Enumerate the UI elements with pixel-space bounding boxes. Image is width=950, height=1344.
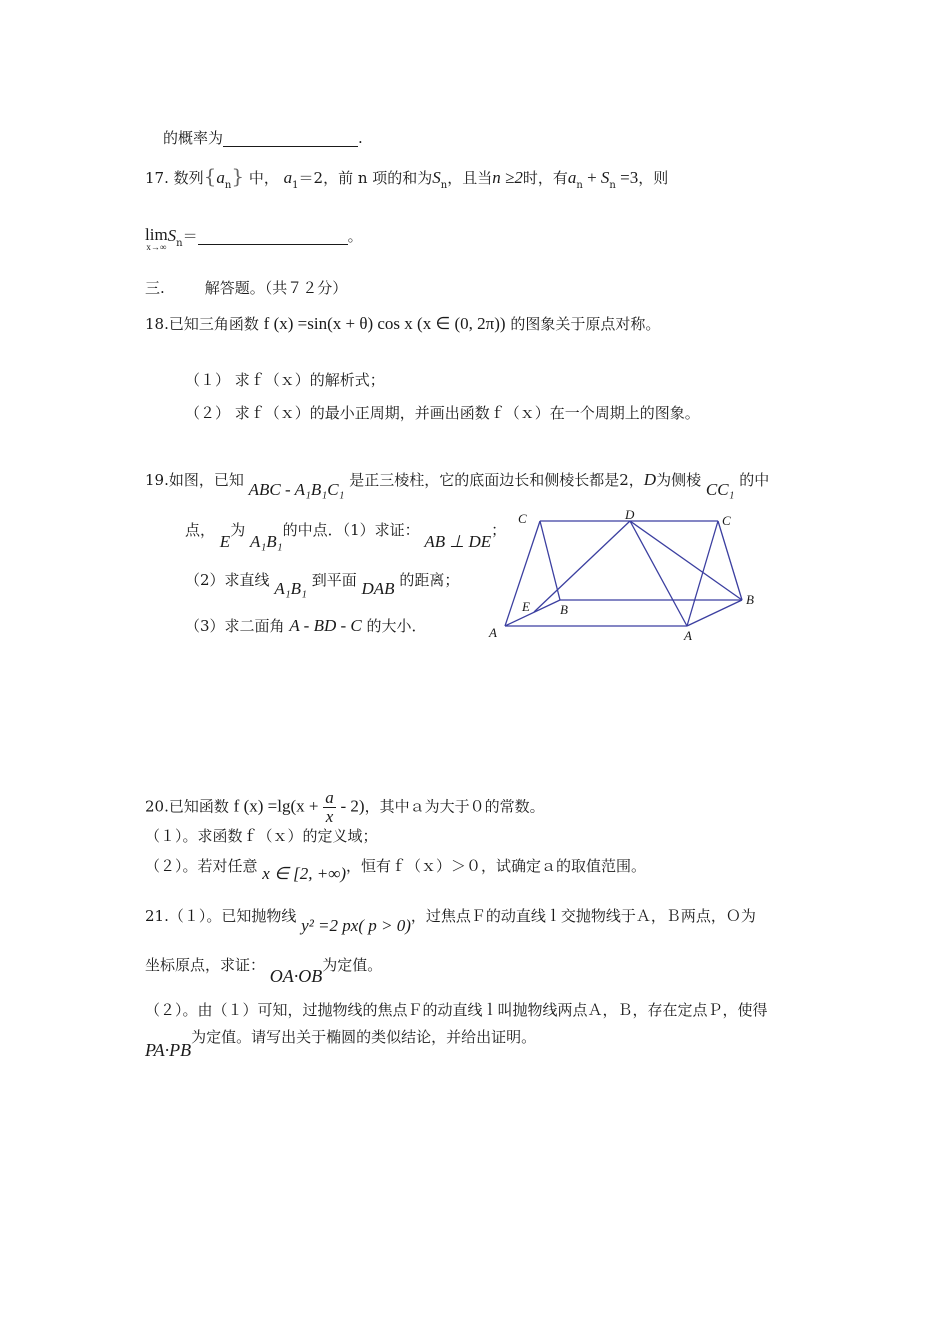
q17-end: 。 [347, 227, 363, 245]
q18-part1: （１） 求ｆ（ｘ）的解析式； [185, 371, 385, 389]
q19-text: 是正三棱柱，它的底面边长和侧棱长都是2， [349, 471, 644, 489]
parabola-equation: y² =2 px( p > 0) [301, 916, 411, 935]
q20-part2 [145, 856, 647, 883]
q19-text: 为侧棱 [656, 471, 702, 489]
plane-DAB: DAB [361, 579, 395, 598]
a1-sub: 1 [292, 180, 299, 191]
q20-interval: x ∈ [2, +∞) [262, 864, 347, 883]
q19-text: 的中 [739, 471, 770, 489]
q19-text: 到平面 [311, 571, 357, 589]
numerator: a [325, 788, 334, 807]
q19-text: 的大小． [366, 617, 427, 635]
q19-text: 的距离； [399, 571, 460, 589]
q17-text: 数列 [173, 169, 204, 187]
q19-text: ； [491, 521, 507, 539]
section-number: 三. [145, 279, 165, 297]
q16-text: 的概率为 [163, 129, 224, 147]
S-symbol: S [432, 168, 441, 187]
q17-text: ，且当 [447, 169, 493, 187]
lim-sub: x→∞ [146, 242, 167, 252]
seq-symbol: a [216, 168, 225, 187]
condition: n ≥2 [492, 168, 523, 187]
q19-number: 19. [145, 471, 169, 489]
q19-text: 点， [185, 521, 216, 539]
q18-formula: f (x) =sin(x + θ) cos x (x ∈ (0, 2π)) [263, 314, 506, 333]
eq-value: =3 [615, 168, 639, 187]
q17-number: 17. [145, 169, 169, 187]
S-sub: n [440, 180, 448, 191]
prism-figure [480, 505, 770, 650]
q20-function: f (x) =lg(x + [233, 796, 319, 816]
q16-tail [163, 128, 363, 148]
dot-product-PA-PB: PA·PB [145, 1040, 192, 1060]
q20-text: ，恒有ｆ（ｘ）＞０，试确定ａ的取值范围。 [346, 857, 647, 875]
q20-text: ，其中ａ为大于０的常数。 [364, 797, 545, 816]
q20-function-tail: - 2) [340, 796, 365, 816]
eq-plus: + [582, 168, 601, 187]
lim-S: S [167, 226, 177, 245]
q21-line1 [145, 906, 756, 935]
q18-text: 的图象关于原点对称。 [510, 315, 661, 333]
label-A-mid: A [684, 628, 692, 643]
perp-statement: AB ⊥ DE [424, 532, 492, 551]
q18-line1 [145, 314, 660, 334]
segment-A1B1: A₁B₁ [274, 579, 307, 598]
q17-text: ，前 n 项的和为 [323, 169, 433, 187]
edge-CC1: CC₁ [705, 480, 735, 499]
q19-text: （3）求二面角 [185, 617, 285, 635]
q21-text: 坐标原点，求证： [145, 956, 266, 974]
answer-blank [198, 230, 348, 245]
q19-text: 如图，已知 [168, 471, 244, 489]
q19-part2 [185, 570, 460, 598]
q21-text: ，过焦点Ｆ的动直线ｌ交抛物线于Ａ，Ｂ两点，Ｏ为 [410, 907, 756, 925]
lim-eq: ＝ [182, 227, 198, 245]
q19-part3 [185, 616, 427, 636]
q19-text: 为 [230, 521, 246, 539]
dot-product-OA-OB: OA·OB [269, 966, 323, 986]
point-E: E [219, 532, 231, 551]
q20-text: 已知函数 [168, 797, 229, 816]
eq-a: a [567, 168, 577, 187]
q19-line1 [145, 470, 770, 499]
q17-text: 时，有 [522, 169, 568, 187]
label-C-right: C [722, 513, 731, 528]
figure-edges [505, 521, 742, 626]
label-E: E [522, 599, 530, 614]
q20-text: （２）。若对任意 [145, 857, 258, 875]
dihedral-angle: A - BD - C [289, 616, 362, 635]
label-B-right: B [746, 592, 754, 607]
q18-text: 已知三角函数 [168, 315, 259, 333]
label-C-left: C [518, 511, 527, 526]
label-B-inner: B [560, 602, 568, 617]
q19-text: （2）求直线 [185, 571, 270, 589]
q17-text: 中， [248, 169, 279, 187]
a1-value: ＝2 [298, 169, 324, 187]
q21-text: （１）。已知抛物线 [168, 907, 297, 925]
answer-blank [223, 132, 358, 147]
q19-text: 的中点．（1）求证： [282, 521, 420, 539]
label-D: D [625, 507, 635, 522]
seq-sub: n [224, 180, 232, 191]
section-title: 解答题。（共７２分） [204, 279, 348, 297]
eq-S: S [600, 168, 610, 187]
eq-S-sub: n [609, 180, 616, 191]
q21-line2 [145, 954, 383, 986]
q20-number: 20. [145, 797, 169, 816]
q17-line2 [145, 226, 363, 254]
lim-word: lim [145, 225, 168, 244]
section-heading [145, 278, 347, 298]
q17-line1: 17. 数列$\{a_n\}$ 中， $a_1=2$，前 n 项的和为$S_n$，且当n ≥2时，有$a_n + S_n =3$，则 [145, 164, 669, 191]
q20-line1 [145, 789, 545, 826]
q20-part1: （１）。求函数ｆ（ｘ）的定义域； [145, 827, 378, 845]
segment-A1B1: A₁B₁ [249, 532, 283, 551]
label-A-left: A [489, 625, 497, 640]
lim-S-sub: n [176, 238, 183, 249]
limit [145, 226, 168, 252]
q21-part2: （２）。由（１）可知，过抛物线的焦点Ｆ的动直线ｌ叫抛物线两点Ａ，Ｂ，存在定点Ｐ，使得 [145, 1001, 768, 1019]
a1-symbol: a [283, 168, 293, 187]
fraction [323, 789, 336, 826]
q21-part2-line2 [145, 1026, 537, 1060]
q21-number: 21. [145, 907, 169, 925]
denominator: x [325, 807, 334, 826]
q18-part2: （２） 求ｆ（ｘ）的最小正周期，并画出函数ｆ（ｘ）在一个周期上的图象。 [185, 404, 700, 422]
q19-line2 [185, 520, 507, 551]
q21-text: 为定值。请写出关于椭圆的类似结论，并给出证明。 [191, 1028, 537, 1046]
q21-text: 为定值。 [322, 956, 383, 974]
q17-text: ，则 [638, 169, 669, 187]
eq-a-sub: n [576, 180, 583, 191]
point-D: D [643, 470, 657, 489]
q18-number: 18. [145, 315, 169, 333]
q16-end: . [358, 129, 363, 147]
prism-symbol: ABC - A₁B₁C₁ [248, 480, 345, 499]
